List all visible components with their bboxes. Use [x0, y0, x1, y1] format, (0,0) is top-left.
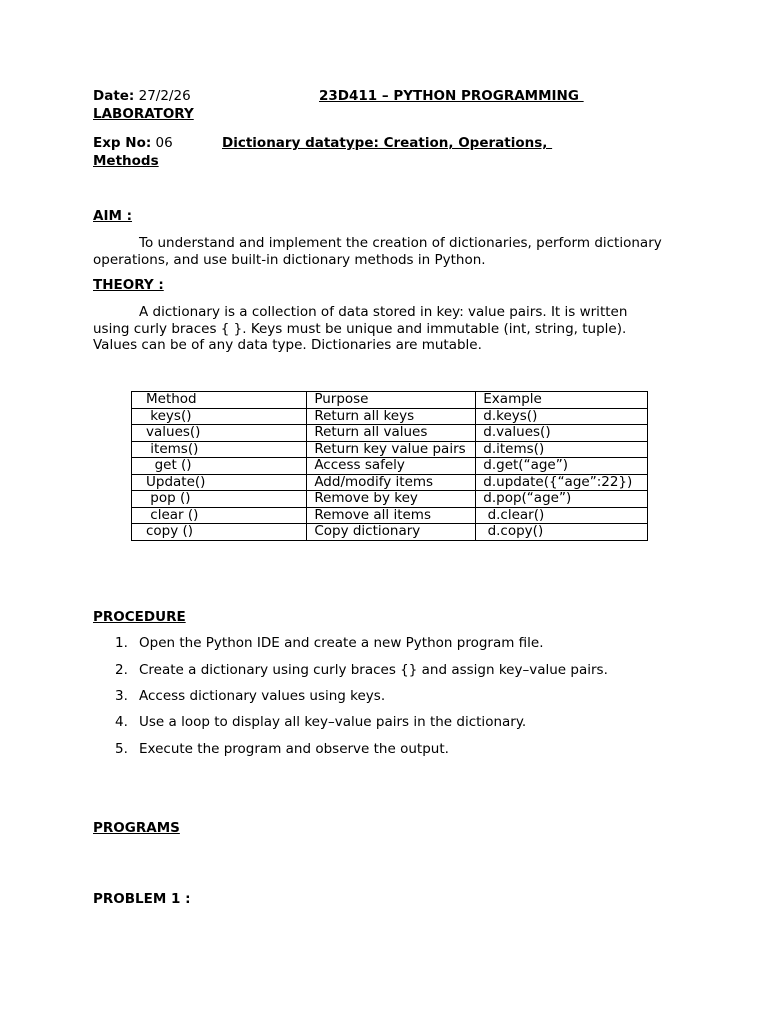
list-item [115, 635, 544, 651]
problem1-heading: PROBLEM 1 : [93, 891, 191, 907]
exp-label: Exp No: [93, 135, 152, 151]
dictionary-methods-table [131, 391, 648, 541]
example-cell: d.get(“age”) [476, 458, 648, 475]
table-row [132, 458, 648, 475]
table-row [132, 425, 648, 442]
table-row [132, 524, 648, 541]
method-cell: get () [132, 458, 307, 475]
list-item [115, 662, 608, 678]
example-cell: d.items() [476, 441, 648, 458]
list-item [115, 688, 385, 704]
step-text: Create a dictionary using curly braces {} and assign key–value pairs. [139, 662, 608, 678]
example-cell: d.values() [476, 425, 648, 442]
step-text: Open the Python IDE and create a new Python program file. [139, 635, 544, 651]
example-cell: d.keys() [476, 408, 648, 425]
exp-value: 06 [151, 135, 173, 151]
purpose-cell: Return key value pairs [307, 441, 476, 458]
exp-title-line1: Dictionary datatype: Creation, Operations, [222, 135, 553, 151]
method-cell: values() [132, 425, 307, 442]
table-header-row [132, 392, 648, 409]
step-number: 2. [115, 662, 128, 678]
purpose-cell: Access safely [307, 458, 476, 475]
purpose-cell: Remove all items [307, 507, 476, 524]
aim-heading: AIM : [93, 208, 133, 224]
header-cell-example: Example [476, 392, 648, 409]
method-cell: clear () [132, 507, 307, 524]
example-cell: d.pop(“age”) [476, 491, 648, 508]
step-text: Use a loop to display all key–value pairs in the dictionary. [139, 714, 527, 730]
step-number: 4. [115, 714, 128, 730]
theory-heading: THEORY : [93, 277, 164, 293]
method-cell: keys() [132, 408, 307, 425]
aim-text: To understand and implement the creation of dictionaries, perform dictionary operations, and use built-in dictionary methods in Python. [93, 235, 662, 268]
purpose-cell: Copy dictionary [307, 524, 476, 541]
table-row [132, 491, 648, 508]
purpose-cell: Add/modify items [307, 474, 476, 491]
list-item [115, 714, 526, 730]
procedure-heading: PROCEDURE [93, 609, 186, 625]
method-cell: items() [132, 441, 307, 458]
example-cell: d.update({“age”:22}) [476, 474, 648, 491]
date-value: 27/2/26 [134, 88, 191, 104]
header-cell-method: Method [132, 392, 307, 409]
example-cell: d.clear() [476, 507, 648, 524]
date-label: Date: [93, 88, 135, 104]
list-item [115, 741, 449, 757]
table-row [132, 408, 648, 425]
theory-text: A dictionary is a collection of data stored in key: value pairs. It is written using curly braces { }. Keys must be unique and immutable (int, string, tuple). Values can be of any data type. Dictionaries are mutable. [93, 304, 628, 353]
header-cell-purpose: Purpose [307, 392, 476, 409]
exp-line [93, 135, 173, 151]
table-row [132, 441, 648, 458]
method-cell: pop () [132, 491, 307, 508]
date-line [93, 88, 191, 104]
example-cell: d.copy() [476, 524, 648, 541]
programs-heading: PROGRAMS [93, 820, 180, 836]
step-number: 1. [115, 635, 128, 651]
table-row [132, 474, 648, 491]
table-row [132, 507, 648, 524]
step-number: 3. [115, 688, 128, 704]
exp-title-line2: Methods [93, 153, 159, 169]
purpose-cell: Remove by key [307, 491, 476, 508]
step-number: 5. [115, 741, 128, 757]
lab-title-line2: LABORATORY [93, 106, 194, 122]
step-text: Execute the program and observe the output. [139, 741, 449, 757]
method-cell: Update() [132, 474, 307, 491]
method-cell: copy () [132, 524, 307, 541]
lab-title-line1: 23D411 – PYTHON PROGRAMMING [319, 88, 584, 104]
step-text: Access dictionary values using keys. [139, 688, 386, 704]
purpose-cell: Return all values [307, 425, 476, 442]
purpose-cell: Return all keys [307, 408, 476, 425]
